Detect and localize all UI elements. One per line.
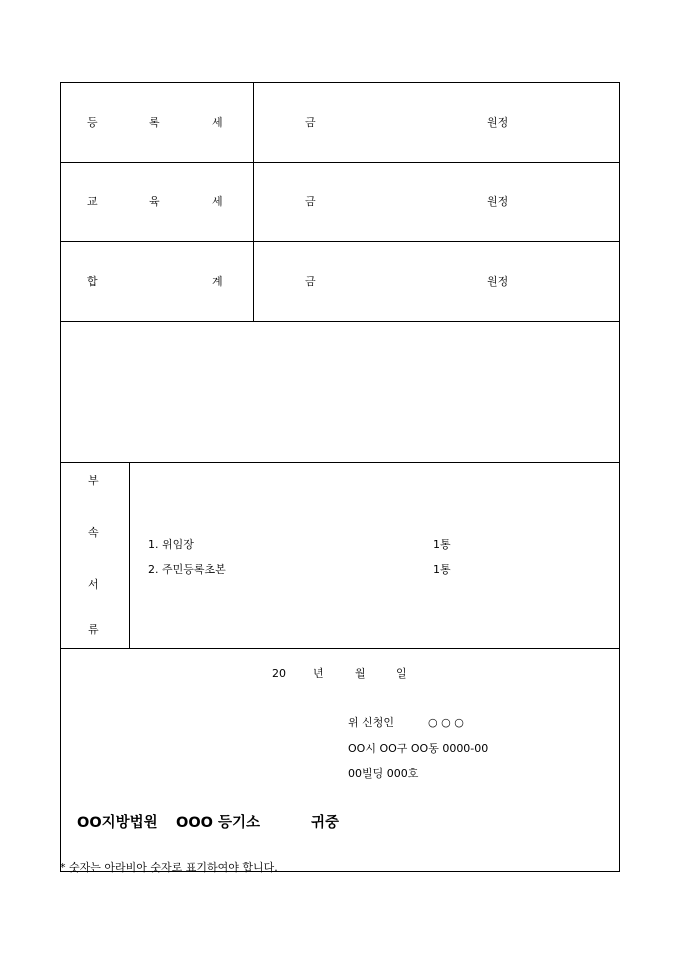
date-year-unit: 년	[313, 667, 324, 680]
fee-label-char: 교	[87, 195, 98, 208]
applicant-label: 위 신청인	[348, 716, 395, 729]
row-divider	[61, 162, 619, 163]
attachment-item-count: 1통	[433, 538, 451, 551]
attachments-label-char: 부	[88, 474, 99, 487]
recipient-honorific: 귀중	[311, 815, 340, 831]
row-divider	[61, 462, 619, 463]
applicant-address: 00빌딩 000호	[348, 767, 419, 780]
fee-amount-suffix: 원정	[487, 275, 509, 288]
row-divider	[61, 648, 619, 649]
attachment-item-count: 1통	[433, 563, 451, 576]
fee-label-char: 합	[87, 275, 98, 288]
attachments-label-char: 속	[88, 526, 99, 539]
date-month-unit: 월	[355, 667, 366, 680]
attachment-item-name: 2. 주민등록초본	[148, 563, 226, 576]
fee-amount-suffix: 원정	[487, 116, 509, 129]
attachments-label-char: 류	[88, 623, 99, 636]
fee-label-char: 록	[149, 116, 160, 129]
attachment-item-name: 1. 위임장	[148, 538, 194, 551]
fee-label-char: 계	[212, 275, 223, 288]
fee-amount-prefix: 금	[305, 195, 316, 208]
recipient-registry: OOO 등기소	[176, 815, 261, 831]
fee-label-char: 세	[212, 195, 223, 208]
date-day-unit: 일	[396, 667, 407, 680]
fee-label-char: 세	[212, 116, 223, 129]
blank-section	[61, 322, 619, 462]
row-divider	[61, 241, 619, 242]
applicant-name: ○ ○ ○	[428, 716, 464, 729]
application-form	[60, 82, 620, 872]
attachments-label-char: 서	[88, 578, 99, 591]
fee-label-char: 등	[87, 116, 98, 129]
footnote: * 숫자는 아라비아 숫자로 표기하여야 합니다.	[60, 861, 278, 874]
fee-amount-prefix: 금	[305, 275, 316, 288]
applicant-address: OO시 OO구 OO동 0000-00	[348, 742, 489, 755]
column-divider	[253, 83, 254, 321]
recipient-court: OO지방법원	[77, 815, 158, 831]
fee-amount-prefix: 금	[305, 116, 316, 129]
fee-label-char: 육	[149, 195, 160, 208]
date-year: 20	[272, 667, 286, 680]
fee-amount-suffix: 원정	[487, 195, 509, 208]
column-divider	[129, 462, 130, 648]
